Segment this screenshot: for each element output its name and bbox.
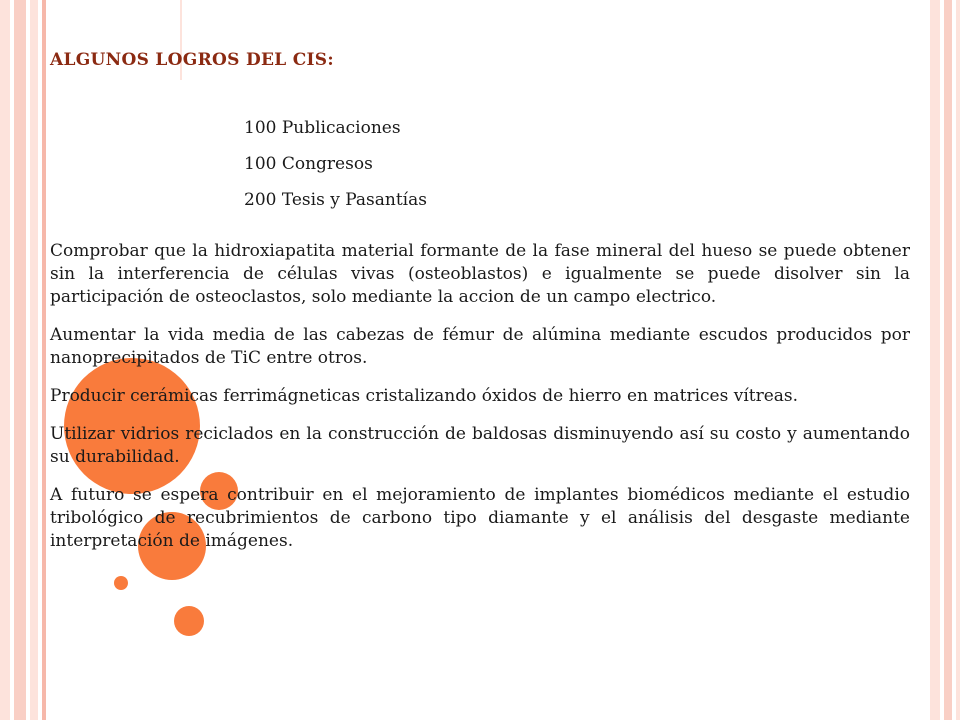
paragraph-futuro: A futuro se espera contribuir en el mejoramiento de implantes biomédicos mediante el estudio tribológico de recubrimientos de carbono tipo diamante y el análisis del desgaste mediante interpretación de imágenes. [50,485,910,551]
stripe-left-4 [42,0,46,720]
stripe-left-3 [30,0,38,720]
paragraph-femur: Aumentar la vida media de las cabezas de fémur de alúmina mediante escudos producidos por nanoprecipitados de TiC entre otros. [50,325,910,368]
stats-list [244,110,427,218]
slide-title: ALGUNOS LOGROS DEL CIS: [50,50,334,70]
stripe-left-2 [14,0,26,720]
paragraph-hidroxiapatita: Comprobar que la hidroxiapatita material formante de la fase mineral del hueso se puede obtener sin la interferencia de células vivas (osteoblastos) e igualmente se puede disolver sin la participación de osteoclastos, solo mediante la accion de un campo electrico. [50,241,910,307]
paragraph-ceramicas: Producir cerámicas ferrimágneticas cristalizando óxidos de hierro en matrices vítreas. [50,386,799,406]
paragraph-vidrios: Utilizar vidrios reciclados en la construcción de baldosas disminuyendo así su costo y aumentando su durabilidad. [50,424,910,467]
stat-publicaciones: 100 Publicaciones [244,118,401,138]
stat-congresos: 100 Congresos [244,154,373,174]
stripe-right-1 [930,0,940,720]
stripe-right-2 [944,0,952,720]
stripe-right-3 [956,0,960,720]
circle-tiny [114,576,128,590]
circle-small-2 [174,606,204,636]
stripe-left-1 [0,0,10,720]
stat-tesis: 200 Tesis y Pasantías [244,190,427,210]
achievements-list [50,240,910,568]
